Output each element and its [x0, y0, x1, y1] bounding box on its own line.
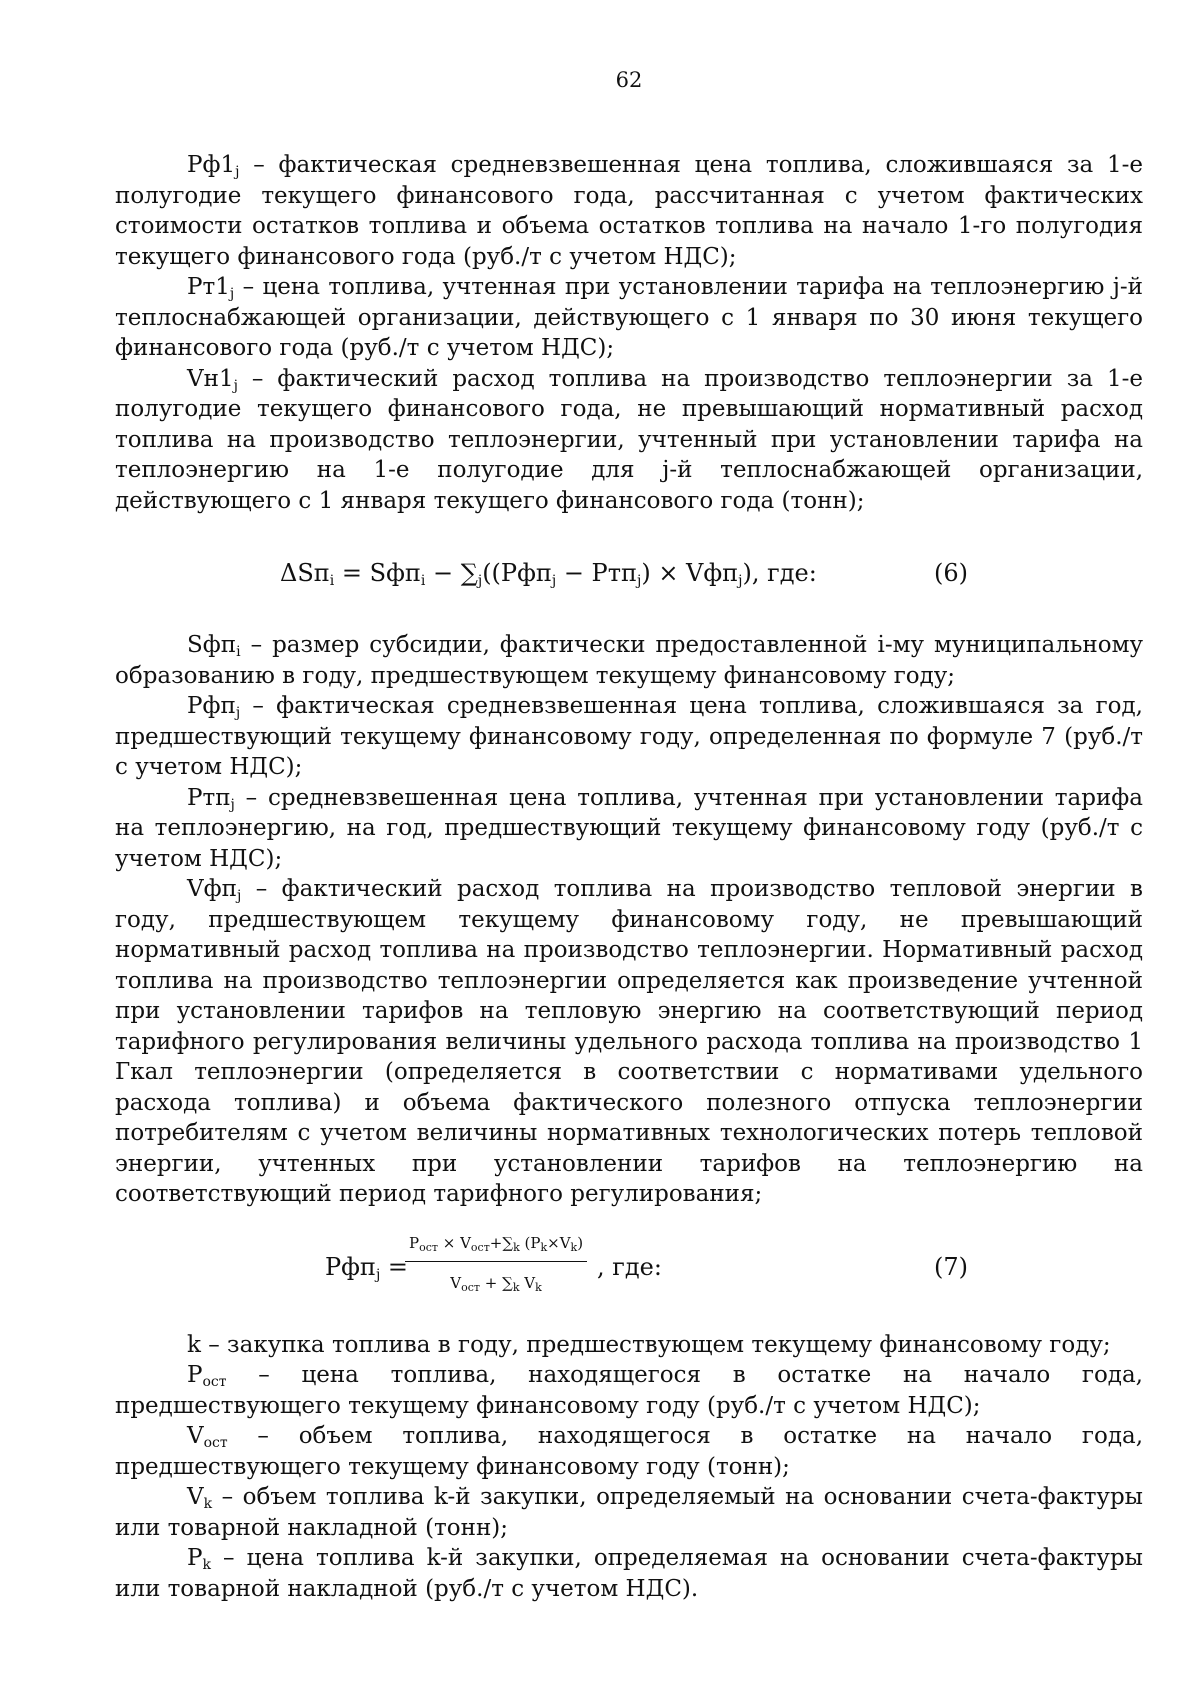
formula-7-numerator: $P_{ост} \times V_{ост}+\sum_k$ $(P_k\times V_k)$ [405, 1228, 587, 1263]
formula-7-fraction [405, 1228, 587, 1299]
document-page [115, 0, 1143, 1698]
definition-paragraph: $V_k$ – объем топлива k-й закупки, определяемый на основании счета-фактуры или товарной накладной (тонн); [115, 1484, 1143, 1541]
definition-paragraph: $Vн1_j$ – фактический расход топлива на производство теплоэнергии за 1-е полугодие текущего финансового года, не превышающий нормативный расход топлива на производство теплоэнергии, учтенный при установлении тарифа на теплоэнергию на 1-е полугодие для j-й теплоснабжающей организации, действующего с 1 января текущего финансового года (тонн); [115, 365, 1143, 514]
formula-7-tail: , где: [597, 1252, 662, 1281]
formula-6-expression: $\Delta Sп_i = Sфп_i - \sum_j((Рфп_j - Ртп_j) \times Vфп_j)$, где: [280, 559, 817, 589]
page-number: 62 [615, 68, 643, 92]
formula-7-lhs: Рфп$_j$ = [325, 1252, 409, 1283]
definition-paragraph: $Рф1_j$ – фактическая средневзвешенная цена топлива, сложившаяся за 1-е полугодие текущего финансового года, рассчитанная с учетом фактических стоимости остатков топлива и объема остатков топлива на начало 1-го полугодия текущего финансового года (руб./т с учетом НДС); [115, 152, 1143, 270]
definition-paragraph: $V_{ост}$ – объем топлива, находящегося в остатке на начало года, предшествующего текущему финансовому году (тонн); [115, 1423, 1143, 1480]
formula-7-denominator: $V_{ост} + \sum_k$ $V_k$ [450, 1274, 542, 1294]
formula-6 [115, 540, 1143, 610]
document-body [115, 150, 1143, 1604]
definition-paragraph: $P_k$ – цена топлива k-й закупки, определяемая на основании счета-фактуры или товарной накладной (руб./т с учетом НДС). [115, 1545, 1143, 1602]
definition-paragraph: Рфп$_j$ – фактическая средневзвешенная цена топлива, сложившаяся за год, предшествующий текущему финансовому году, определенная по формуле 7 (руб./т с учетом НДС); [115, 693, 1143, 780]
definition-paragraph: $P_{ост}$ – цена топлива, находящегося в остатке на начало года, предшествующего текущему финансовому году (руб./т с учетом НДС); [115, 1362, 1143, 1419]
formula-6-number: (6) [934, 559, 968, 587]
definition-paragraph: $Рт1_j$ – цена топлива, учтенная при установлении тарифа на теплоэнергию j-й теплоснабжающей организации, действующего с 1 января по 30 июня текущего финансового года (руб./т с учетом НДС); [115, 274, 1143, 361]
formula-7-number: (7) [934, 1252, 968, 1281]
definition-paragraph: Sфп$_i$ – размер субсидии, фактически предоставленной i-му муниципальному образованию в году, предшествующем текущему финансовому году; [115, 632, 1143, 689]
formula-7 [115, 1222, 1143, 1316]
definition-paragraph: k – закупка топлива в году, предшествующем текущему финансовому году; [187, 1331, 1111, 1358]
definition-paragraph: Vфп$_j$ – фактический расход топлива на производство тепловой энергии в году, предшествующем текущему финансовому году, не превышающий нормативный расход топлива на производство теплоэнергии. Нормативный расход топлива на производство теплоэнергии определяется как произведение учтенной при установлении тарифов на тепловую энергию на соответствующий период тарифного регулирования величины удельного расхода топлива на производство 1 Гкал теплоэнергии (определяется в соответствии с нормативами удельного расхода топлива) и объема фактического полезного отпуска теплоэнергии потребителям с учетом величины нормативных технологических потерь тепловой энергии, учтенных при установлении тарифов на теплоэнергию на соответствующий период тарифного регулирования; [115, 876, 1143, 1207]
definition-paragraph: Ртп$_j$ – средневзвешенная цена топлива, учтенная при установлении тарифа на теплоэнергию, на год, предшествующий текущему финансовому году (руб./т с учетом НДС); [115, 784, 1143, 872]
